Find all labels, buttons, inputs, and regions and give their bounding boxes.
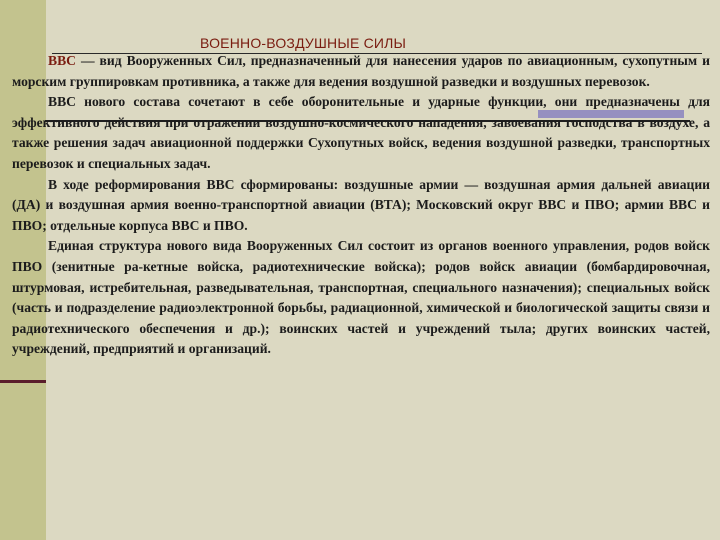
slide-body <box>12 51 710 360</box>
paragraph-4 <box>12 236 710 360</box>
paragraph-2 <box>12 92 710 174</box>
left-accent-bar <box>0 380 46 383</box>
paragraph-1 <box>12 51 710 92</box>
paragraph-text: ВВС нового состава сочетают в себе оборонительные и ударные функции, они предназначены для эффективного действия при отражении воздушно-космического нападения, завоевания господства в воздухе, а также решения задач авиационной поддержки Сухопутных войск, ведения воздушной разведки, транспортных перевозок и специальных задач. <box>12 94 710 171</box>
paragraph-text: Единая структура нового вида Вооруженных Сил состоит из органов военного управления, родов войск ПВО (зенитные ра-кетные войска, радиотехнические войска); родов войск авиации (бомбардировочная, штурмовая, истребительная, разведывательная, транспортная, специального назначения); специальных войск (часть и подразделение радиоэлектронной борьбы, радиационной, химической и биологической защиты связи и радиотехнического обеспечения и др.); воинских частей и учреждений тыла; других воинских частей, учреждений, предприятий и организаций. <box>12 238 710 357</box>
slide-title: ВОЕННО-ВОЗДУШНЫЕ СИЛЫ <box>200 35 407 51</box>
paragraph-3 <box>12 175 710 237</box>
paragraph-text: В ходе реформирования ВВС сформированы: воздушные армии — воздушная армия дальней авиации (ДА) и воздушная армия военно-транспортной авиации (ВТА); Московский округ ВВС и ПВО; армии ВВС и ПВО; отдельные корпуса ВВС и ПВО. <box>12 176 710 233</box>
paragraph-text: — вид Вооруженных Сил, предназначенный для нанесения ударов по авиационным, сухопутным и морским группировкам противника, а также для ведения воздушной разведки и воздушных перевозок. <box>12 53 710 89</box>
paragraph-lead: ВВС <box>48 53 76 68</box>
